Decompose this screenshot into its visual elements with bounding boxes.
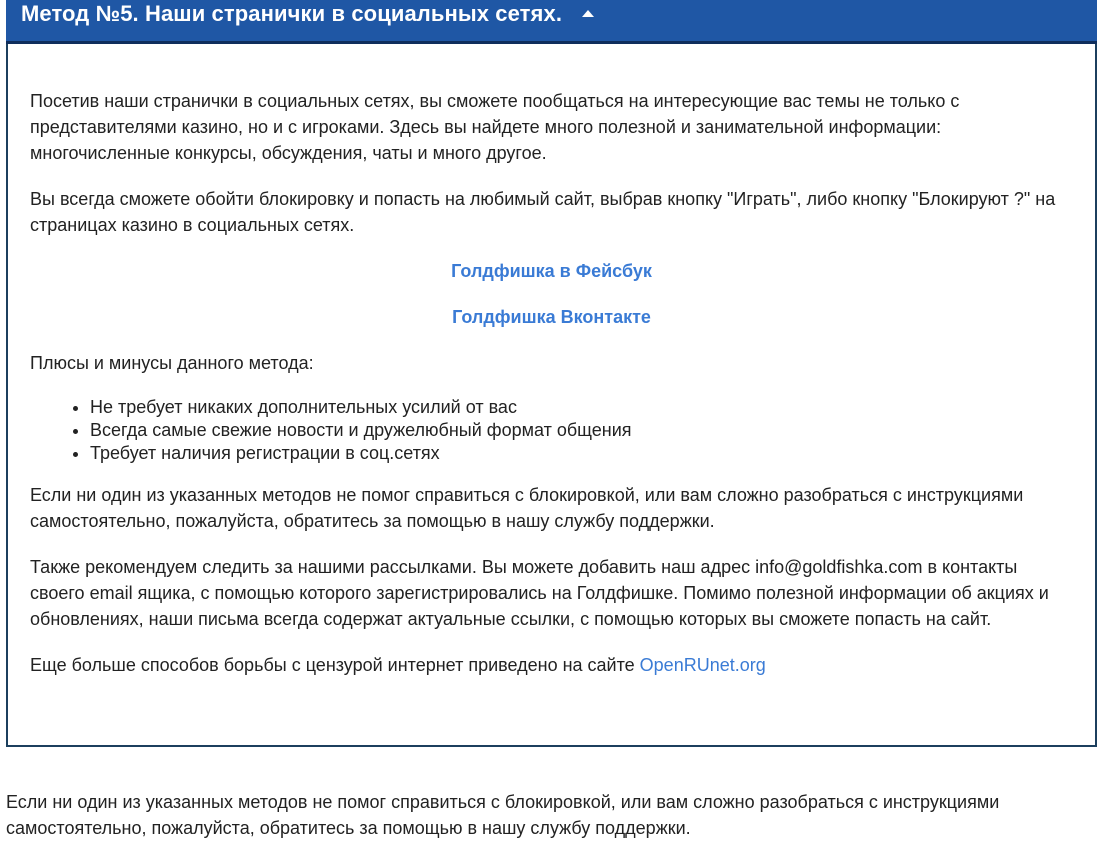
caret-up-icon[interactable] bbox=[582, 10, 594, 17]
accordion-header[interactable] bbox=[6, 0, 1097, 44]
accordion-body bbox=[6, 44, 1097, 747]
more-methods-text: Еще больше способов борьбы с цензурой интернет приведено на сайте bbox=[30, 655, 640, 675]
openrunet-link[interactable]: OpenRUnet.org bbox=[639, 655, 766, 675]
vkontakte-link[interactable]: Голдфишка Вконтакте bbox=[452, 307, 651, 327]
more-methods-paragraph bbox=[30, 652, 1073, 678]
intro-paragraph: Посетив наши странички в социальных сетях, вы сможете пообщаться на интересующие вас темы не только с представителями казино, но и с игроками. Здесь вы найдете много полезной и занимательной информации: многочисленные конкурсы, обсуждения, чаты и много другое. bbox=[30, 91, 960, 163]
footer-support-paragraph: Если ни один из указанных методов не помог справиться с блокировкой, или вам сложно разобраться с инструкциями самостоятельно, пожалуйста, обратитесь за помощью в нашу службу поддержки. bbox=[6, 792, 1000, 838]
support-paragraph: Если ни один из указанных методов не помог справиться с блокировкой, или вам сложно разобраться с инструкциями самостоятельно, пожалуйста, обратитесь за помощью в нашу службу поддержки. bbox=[30, 485, 1024, 531]
pros-cons-heading: Плюсы и минусы данного метода: bbox=[30, 353, 314, 373]
list-item: • Всегда самые свежие новости и дружелюбный формат общения bbox=[90, 419, 1073, 442]
section-title: Метод №5. Наши странички в социальных сетях. bbox=[21, 0, 563, 26]
pros-cons-list bbox=[30, 396, 1073, 465]
facebook-link[interactable]: Голдфишка в Фейсбук bbox=[451, 261, 652, 281]
mailing-paragraph: Также рекомендуем следить за нашими рассылками. Вы можете добавить наш адрес info@goldfishka.com в контакты своего email ящика, с помощью которого зарегистрировались на Голдфишке. Помимо полезной информации об акциях и обновлениях, наши письма всегда содержат актуальные ссылки, с помощью которых вы сможете попасть на сайт. bbox=[30, 557, 1049, 629]
method-5-accordion bbox=[6, 0, 1097, 747]
bypass-paragraph: Вы всегда сможете обойти блокировку и попасть на любимый сайт, выбрав кнопку "Играть", либо кнопку "Блокируют ?" на страницах казино в социальных сетях. bbox=[30, 189, 1056, 235]
list-item: • Не требует никаких дополнительных усилий от вас bbox=[90, 396, 1073, 419]
list-item: • Требует наличия регистрации в соц.сетях bbox=[90, 442, 1073, 465]
